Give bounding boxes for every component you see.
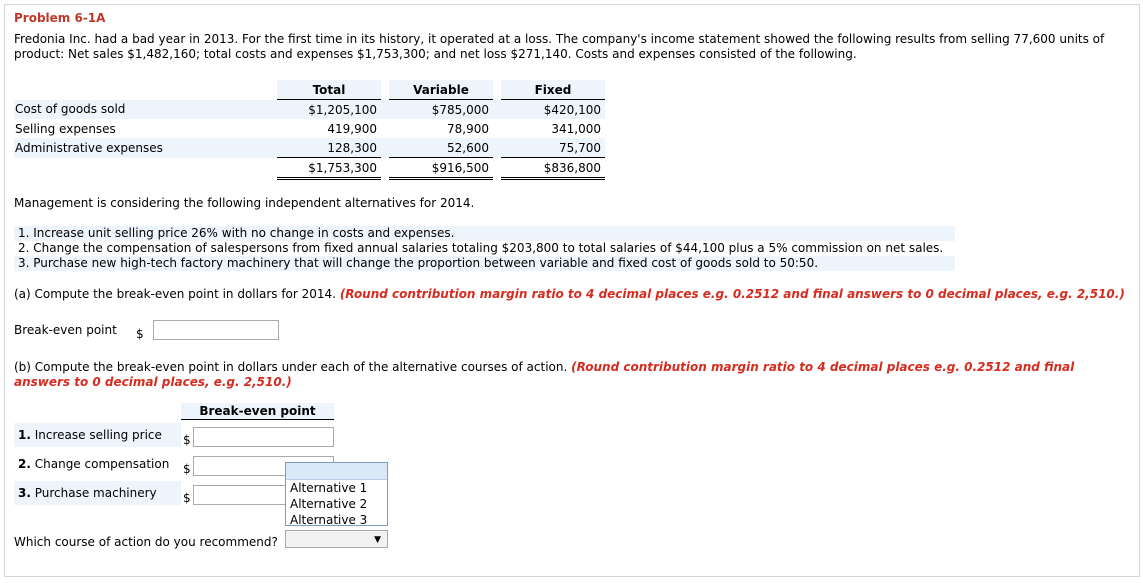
table-row: Administrative expenses 128,300 52,600 75,700: [14, 138, 605, 158]
part-b-instruction: (Round contribution margin ratio to 4 decimal places e.g. 0.2512 and final answers to 0 decimal places, e.g. 2,510.): [14, 360, 1075, 389]
break-even-label: Break-even point: [14, 323, 117, 337]
recommend-select[interactable]: [285, 530, 388, 548]
recommend-dropdown-list[interactable]: [285, 462, 388, 526]
cost-table: [14, 80, 605, 180]
alt-row-2-label: 2. Change compensation: [18, 457, 170, 471]
management-text: Management is considering the following independent alternatives for 2014.: [14, 196, 475, 210]
alt-row-3-label: 3. Purchase machinery: [18, 486, 157, 500]
chevron-down-icon[interactable]: ▼: [374, 535, 381, 545]
alt-row-1-label: 1. Increase selling price: [18, 428, 162, 442]
part-b-question: (b) Compute the break-even point in dollars under each of the alternative courses of action. (Round contribution margin ratio to 4 decimal places e.g. 0.2512 and final answers to 0 decimal places, e.g. 2,510.): [14, 360, 1075, 389]
break-even-column-header: Break-even point: [181, 403, 334, 420]
part-a-instruction: (Round contribution margin ratio to 4 decimal places e.g. 0.2512 and final answers to 0 decimal places, e.g. 2,510.): [339, 287, 1125, 301]
dropdown-option-alternative-1[interactable]: Alternative 1: [290, 481, 368, 495]
totals-row: $1,753,300 $916,500 $836,800: [14, 158, 605, 179]
table-row: Selling expenses 419,900 78,900 341,000: [15, 121, 601, 136]
break-even-input[interactable]: [153, 320, 279, 340]
currency-symbol: $: [183, 462, 191, 476]
dropdown-option-alternative-3[interactable]: Alternative 3: [290, 513, 368, 527]
list-item: 2. Change the compensation of salespersons from fixed annual salaries totaling $203,800 to total salaries of $44,100 plus a 5% commission on net sales.: [18, 241, 944, 255]
alternatives-list: [14, 226, 955, 271]
col-total: Total: [277, 80, 381, 100]
part-a-question: (a) Compute the break-even point in dollars for 2014. (Round contribution margin ratio to 4 decimal places e.g. 0.2512 and final answers to 0 decimal places, e.g. 2,510.): [14, 287, 1125, 301]
currency-symbol: $: [136, 327, 144, 341]
problem-intro: Fredonia Inc. had a bad year in 2013. For the first time in its history, it operated at a loss. The company's income statement showed the following results from selling 77,600 units of product: Net sales $1,482,160; total costs and expenses $1,753,300; and net loss $271,140. Costs and expenses consisted of the following.: [14, 32, 1105, 61]
table-row: Cost of goods sold $1,205,100 $785,000 $420,100: [14, 100, 605, 120]
dropdown-blank-option[interactable]: [286, 463, 387, 480]
dropdown-option-alternative-2[interactable]: Alternative 2: [290, 497, 368, 511]
currency-symbol: $: [183, 433, 191, 447]
recommend-question: Which course of action do you recommend?: [14, 535, 278, 549]
currency-symbol: $: [183, 491, 191, 505]
col-fixed: Fixed: [501, 80, 605, 100]
col-variable: Variable: [389, 80, 493, 100]
list-item: 1. Increase unit selling price 26% with no change in costs and expenses.: [14, 226, 955, 241]
problem-title: Problem 6-1A: [14, 11, 106, 25]
increase-price-input[interactable]: [193, 427, 334, 447]
list-item: 3. Purchase new high-tech factory machinery that will change the proportion between variable and fixed cost of goods sold to 50:50.: [14, 256, 955, 271]
